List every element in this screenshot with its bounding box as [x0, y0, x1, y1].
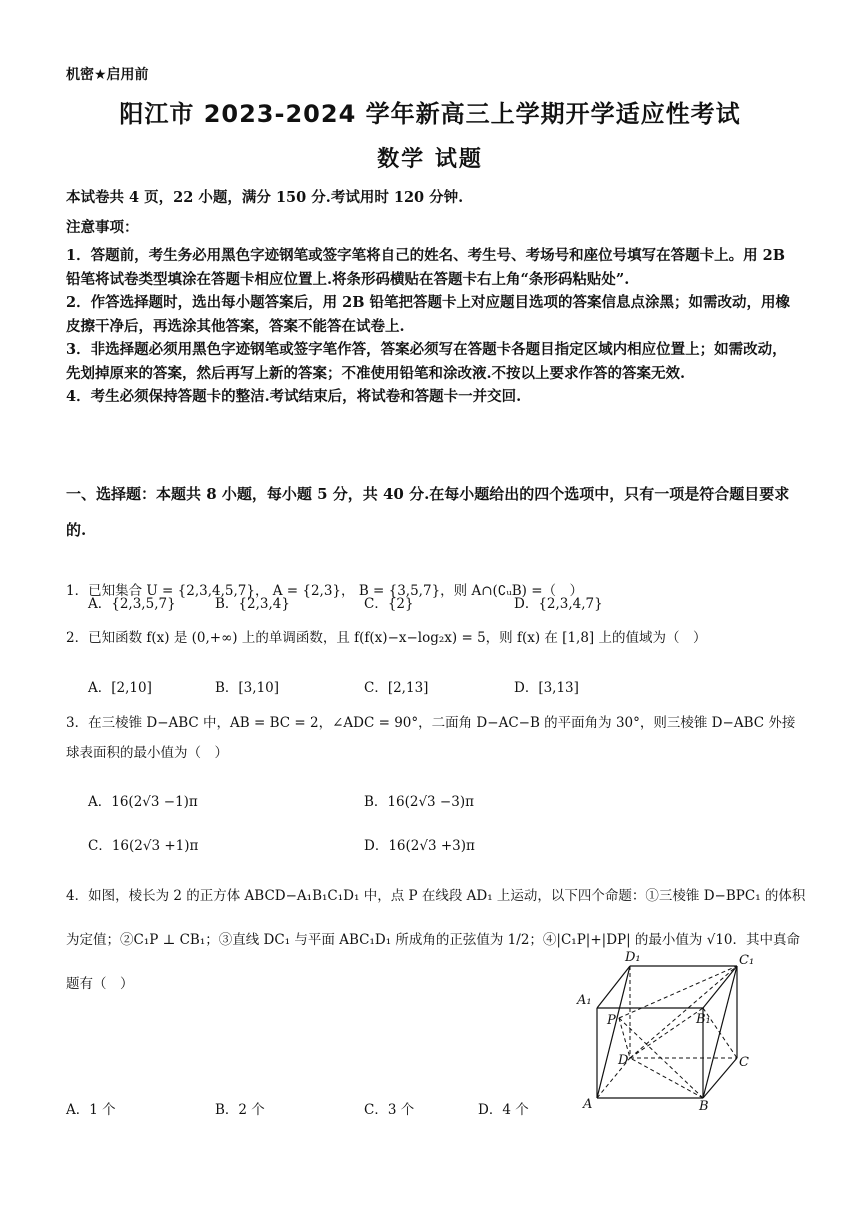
note-item: 4．考生必须保持答题卡的整洁.考试结束后，将试卷和答题卡一并交回.	[66, 388, 522, 405]
option-d: D．{2,3,4,7}	[514, 596, 603, 612]
option-c: C．16(2√3 +1)π	[88, 838, 199, 854]
question-1	[66, 576, 806, 606]
section-heading: 一、选择题：本题共 8 小题，每小题 5 分，共 40 分.在每小题给出的四个选项中，只有一项是符合题目要求的.	[66, 485, 790, 539]
option-a: A．{2,3,5,7}	[88, 596, 176, 612]
question-2	[66, 623, 806, 653]
segment-dc1	[630, 966, 737, 1058]
question-stem: 1．已知集合 U = {2,3,4,5,7}， A = {2,3}， B = {3,5,7}，则 A∩(∁ᵤB) =（ ）	[66, 583, 584, 599]
label-a: A	[583, 1097, 593, 1112]
confidential-label: 机密★启用前	[66, 67, 149, 83]
option-a: A．16(2√3 −1)π	[88, 794, 198, 810]
label-a1: A₁	[577, 993, 592, 1008]
label-c1: C₁	[739, 953, 755, 968]
option-c: C．3 个	[364, 1102, 415, 1118]
segment-pc1	[619, 966, 737, 1018]
exam-title: 阳江市 2023-2024 学年新高三上学期开学适应性考试	[119, 100, 741, 128]
segment-pd	[619, 1018, 630, 1058]
segment-ad1	[597, 966, 630, 1098]
note-item: 2．作答选择题时，选出每小题答案后，用 2B 铅笔把答题卡上对应题目选项的答案信息点涂黑；如需改动，用橡皮擦干净后，再选涂其他答案，答案不能答在试卷上.	[66, 294, 791, 335]
option-a: A．1 个	[66, 1102, 116, 1118]
cube-figure	[575, 948, 775, 1118]
label-b: B	[699, 1099, 709, 1114]
question-stem: 3．在三棱锥 D−ABC 中，AB = BC = 2，∠ADC = 90°，二面角 D−AC−B 的平面角为 30°，则三棱锥 D−ABC 外接球表面积的最小值为（ ）	[66, 715, 796, 761]
notes-list	[66, 244, 796, 409]
label-p: P	[607, 1013, 616, 1028]
note-item: 3．非选择题必须用黑色字迹钢笔或签字笔作答，答案必须写在答题卡各题目指定区域内相应位置上；如需改动，先划掉原来的答案，然后再写上新的答案；不准使用铅笔和涂改液.不按以上要求作答的答案无效.	[66, 341, 787, 382]
option-b: B．[3,10]	[215, 680, 280, 696]
option-b: B．16(2√3 −3)π	[364, 794, 474, 810]
option-c: C．[2,13]	[364, 680, 429, 696]
option-b: B．2 个	[215, 1102, 265, 1118]
option-d: D．4 个	[478, 1102, 529, 1118]
option-d: D．[3,13]	[514, 680, 579, 696]
label-c: C	[739, 1055, 749, 1070]
question-stem: 2．已知函数 f(x) 是 (0,+∞) 上的单调函数，且 f(f(x)−x−log₂x) = 5，则 f(x) 在 [1,8] 上的值域为（ ）	[66, 630, 707, 646]
exam-subtitle: 数学 试题	[377, 147, 483, 172]
question-stem: 4．如图，棱长为 2 的正方体 ABCD−A₁B₁C₁D₁ 中，点 P 在线段 AD₁ 上运动，以下四个命题：①三棱锥 D−BPC₁ 的体积为定值；②C₁P ⊥ CB₁；③直线 DC₁ 与平面 ABC₁D₁ 所成角的正弦值为 1/2；④|C₁P|+|DP| 的最小值为 √10．其中真命题有（ ）	[66, 888, 806, 992]
label-d: D	[618, 1053, 629, 1068]
segment-bd	[630, 1058, 703, 1098]
exam-info: 本试卷共 4 页，22 小题，满分 150 分.考试用时 120 分钟.	[66, 189, 464, 206]
notes-heading: 注意事项：	[66, 219, 139, 236]
note-item: 1．答题前，考生务必用黑色字迹钢笔或签字笔将自己的姓名、考生号、考场号和座位号填写在答题卡上。用 2B 铅笔将试卷类型填涂在答题卡相应位置上.将条形码横贴在答题卡右上角“条形码粘贴处”.	[66, 247, 785, 288]
option-b: B．{2,3,4}	[215, 596, 290, 612]
label-d1: D₁	[625, 950, 641, 965]
option-d: D．16(2√3 +3)π	[364, 838, 475, 854]
option-a: A．[2,10]	[88, 680, 152, 696]
segment-db1	[630, 1008, 703, 1058]
label-b1: B₁	[696, 1012, 711, 1027]
question-3	[66, 708, 806, 768]
option-c: C．{2}	[364, 596, 414, 612]
